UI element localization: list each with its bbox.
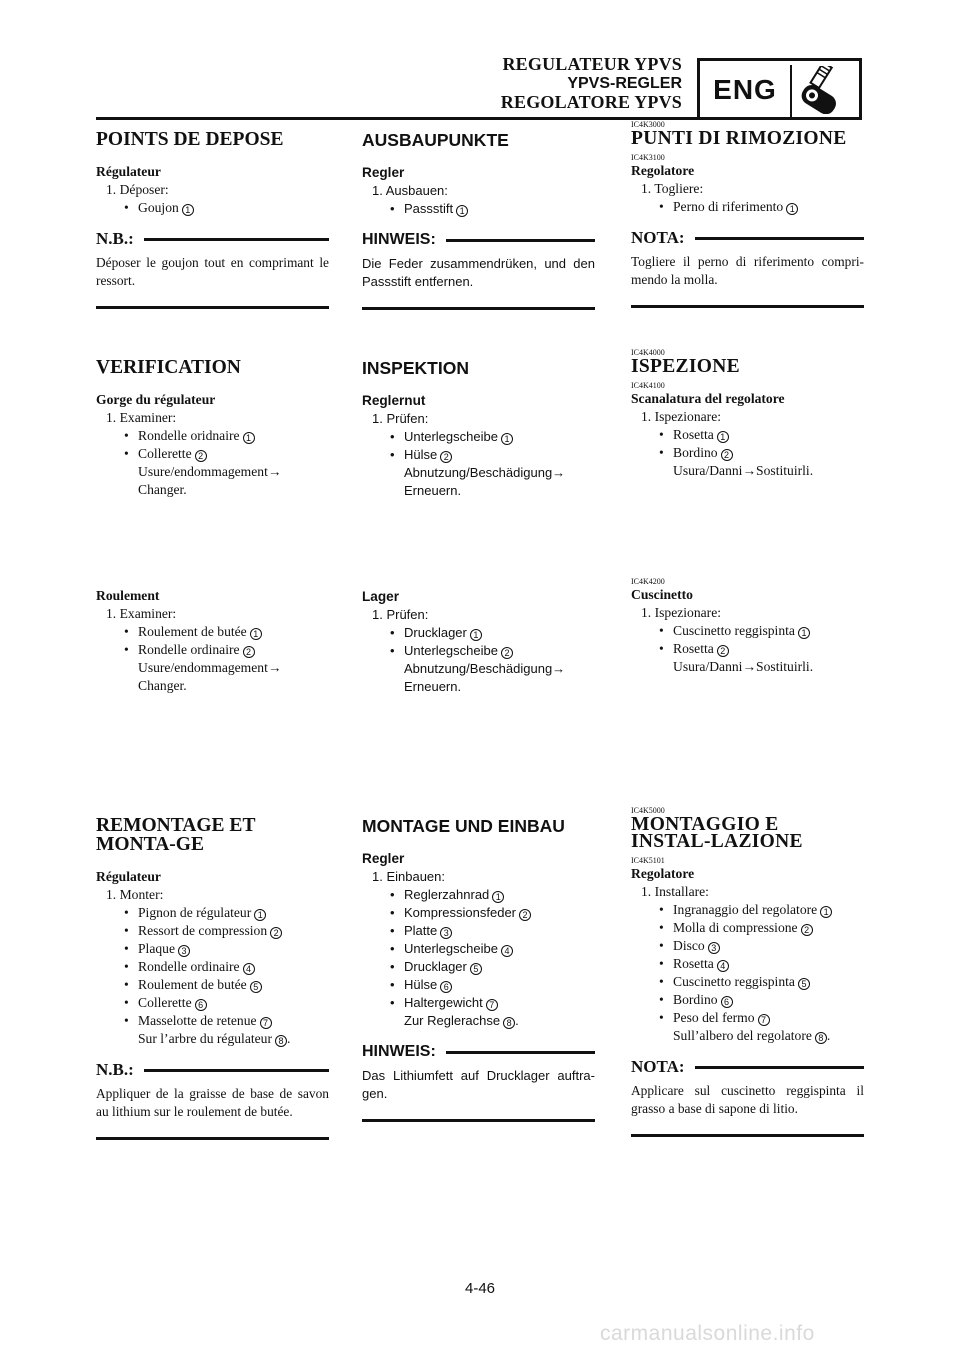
step: 1. Installare:: [641, 884, 709, 899]
note-text: Applicare sul cuscinetto reggispinta il grasso a base di sapone di litio.: [631, 1083, 864, 1116]
list-item: • Plaque 3: [96, 940, 329, 958]
list-item: • Drucklager 1: [362, 624, 595, 642]
list-item: • Peso del fermo 7: [631, 1009, 864, 1027]
section-title: VERIFICATION: [96, 357, 241, 378]
step: 1. Prüfen:: [372, 411, 429, 426]
list-item: • Pignon de régulateur 1: [96, 904, 329, 922]
list-item: • Ingranaggio del regolatore 1: [631, 901, 864, 919]
removal-de: [362, 130, 595, 310]
list-item: • Collerette 6: [96, 994, 329, 1012]
action-text: Usure/endommagement→: [138, 660, 282, 675]
subsection-title: Gorge du régulateur: [96, 392, 216, 407]
section-title: MONTAGE UND EINBAU: [362, 816, 565, 836]
list-item: • Rondelle oridnaire 1: [96, 427, 329, 445]
list-item: • Haltergewicht 7: [362, 994, 595, 1012]
list-item: • Hülse 2: [362, 446, 595, 464]
inspection-fr: [96, 358, 329, 695]
note: [631, 228, 864, 308]
removal-fr: [96, 130, 329, 309]
note: [362, 230, 595, 310]
action-text: Usura/Danni→Sostituirli.: [673, 659, 814, 674]
subsection-title: Regolatore: [631, 866, 695, 881]
step: 1. Ausbauen:: [372, 183, 448, 198]
badge-label: ENG: [713, 73, 777, 105]
page-number: 4-46: [464, 1280, 496, 1297]
list-item: • Rondelle ordinaire 4: [96, 958, 329, 976]
list-item: • Roulement de butée 1: [96, 623, 329, 641]
subsection-title: Régulateur: [96, 164, 161, 179]
list-item: • Drucklager 5: [362, 958, 595, 976]
step: 1. Ispezionare:: [641, 409, 722, 424]
list-item: • Hülse 6: [362, 976, 595, 994]
action-text: Changer.: [138, 678, 187, 693]
action-text: Usure/endommagement→: [138, 464, 282, 479]
subsection-title: Lager: [362, 589, 400, 604]
list-item: • Unterlegscheibe 4: [362, 940, 595, 958]
list-item: • Bordino 6: [631, 991, 864, 1009]
note: [96, 229, 329, 309]
section-title: AUSBAUPUNKTE: [362, 130, 509, 150]
destination-text: Sur l’arbre du régulateur 8 .: [138, 1031, 291, 1046]
list-item: • Collerette 2: [96, 445, 329, 463]
section-title: MONTAGGIO E INSTAL-LAZIONE: [631, 814, 803, 852]
note-text: Die Feder zusammendrüken, und den Passstift entfernen.: [362, 256, 595, 289]
assembly-de: [362, 816, 595, 1122]
note: [96, 1060, 329, 1140]
header-titles: [501, 55, 682, 112]
subsection-title: Régulateur: [96, 869, 161, 884]
step: 1. Prüfen:: [372, 607, 429, 622]
ref-code: IC4K3000: [631, 120, 665, 129]
section-title: ISPEZIONE: [631, 356, 740, 377]
subsection-title: Regler: [362, 165, 405, 180]
action-text: Erneuern.: [404, 679, 462, 694]
note-text: Déposer le goujon tout en comprimant le ressort.: [96, 255, 329, 288]
list-item: • Unterlegscheibe 1: [362, 428, 595, 446]
list-item: • Kompressionsfeder 2: [362, 904, 595, 922]
note-label: HINWEIS:: [362, 1043, 436, 1060]
step: 1. Examiner:: [106, 410, 177, 425]
ref-code: IC4K4200: [631, 577, 665, 586]
section-title: PUNTI DI RIMOZIONE: [631, 128, 847, 149]
subsection-title: Regolatore: [631, 163, 695, 178]
title-it: REGOLATORE YPVS: [500, 92, 682, 112]
action-text: Abnutzung/Beschädigung→: [404, 465, 566, 480]
engine-piston-icon: [792, 61, 859, 118]
list-item: • Disco 3: [631, 937, 864, 955]
removal-it: [631, 120, 864, 308]
inspection-it: [631, 348, 864, 676]
note-label: NOTA:: [631, 1057, 685, 1076]
destination-text: Zur Reglerachse 8 .: [404, 1013, 519, 1028]
step: 1. Monter:: [106, 887, 164, 902]
subsection-title: Cuscinetto: [631, 587, 693, 602]
list-item: • Platte 3: [362, 922, 595, 940]
list-item: • Molla di compressione 2: [631, 919, 864, 937]
inspection-de: [362, 358, 595, 696]
subsection-title: Regler: [362, 851, 405, 866]
note-label: HINWEIS:: [362, 231, 436, 248]
note-text: Das Lithiumfett auf Drucklager auftra-gen.: [362, 1068, 595, 1101]
action-text: Erneuern.: [404, 483, 462, 498]
list-item: • Goujon 1: [96, 199, 329, 217]
section-title: REMONTAGE ET MONTA-GE: [96, 815, 256, 855]
list-item: • Cuscinetto reggispinta 1: [631, 622, 864, 640]
list-item: • Cuscinetto reggispinta 5: [631, 973, 864, 991]
list-item: • Rosetta 4: [631, 955, 864, 973]
ref-code: IC4K5101: [631, 856, 665, 865]
action-text: Usura/Danni→Sostituirli.: [673, 463, 814, 478]
step: 1. Togliere:: [641, 181, 704, 196]
subsection-title: Scanalatura del regolatore: [631, 391, 785, 406]
list-item: • Roulement de butée 5: [96, 976, 329, 994]
ref-code: IC4K4000: [631, 348, 665, 357]
list-item: • Bordino 2: [631, 444, 864, 462]
list-item: • Rosetta 2: [631, 640, 864, 658]
note-label: N.B.:: [96, 229, 134, 248]
note-label: N.B.:: [96, 1060, 134, 1079]
list-item: • Passstift 1: [362, 200, 595, 218]
ref-code: IC4K3100: [631, 153, 665, 162]
list-item: • Rosetta 1: [631, 426, 864, 444]
assembly-it: [631, 806, 864, 1137]
subsection-title: Roulement: [96, 588, 160, 603]
assembly-fr: [96, 816, 329, 1140]
list-item: • Ressort de compression 2: [96, 922, 329, 940]
note-label: NOTA:: [631, 228, 685, 247]
section-title: INSPEKTION: [362, 358, 469, 378]
note: [631, 1057, 864, 1137]
list-item: • Reglerzahnrad 1: [362, 886, 595, 904]
step: 1. Examiner:: [106, 606, 177, 621]
title-de: YPVS-REGLER: [567, 75, 682, 92]
list-item: • Unterlegscheibe 2: [362, 642, 595, 660]
list-item: • Rondelle ordinaire 2: [96, 641, 329, 659]
ref-code: IC4K5000: [631, 806, 665, 815]
subsection-title: Reglernut: [362, 393, 426, 408]
note-text: Togliere il perno di riferimento compri-mendo la molla.: [631, 254, 864, 287]
action-text: Changer.: [138, 482, 187, 497]
action-text: Abnutzung/Beschädigung→: [404, 661, 566, 676]
note-text: Appliquer de la graisse de base de savon au lithium sur le roulement de butée.: [96, 1086, 329, 1119]
destination-text: Sull’albero del regolatore 8 .: [673, 1028, 831, 1043]
section-title: POINTS DE DEPOSE: [96, 129, 284, 150]
step: 1. Déposer:: [106, 182, 169, 197]
title-fr: REGULATEUR YPVS: [502, 54, 682, 74]
step: 1. Ispezionare:: [641, 605, 722, 620]
list-item: • Perno di riferimento 1: [631, 198, 864, 216]
section-badge: [697, 58, 862, 118]
note: [362, 1042, 595, 1122]
step: 1. Einbauen:: [372, 869, 446, 884]
ref-code: IC4K4100: [631, 381, 665, 390]
watermark: carmanualsonline.info: [600, 1322, 815, 1345]
list-item: • Masselotte de retenue 7: [96, 1012, 329, 1030]
